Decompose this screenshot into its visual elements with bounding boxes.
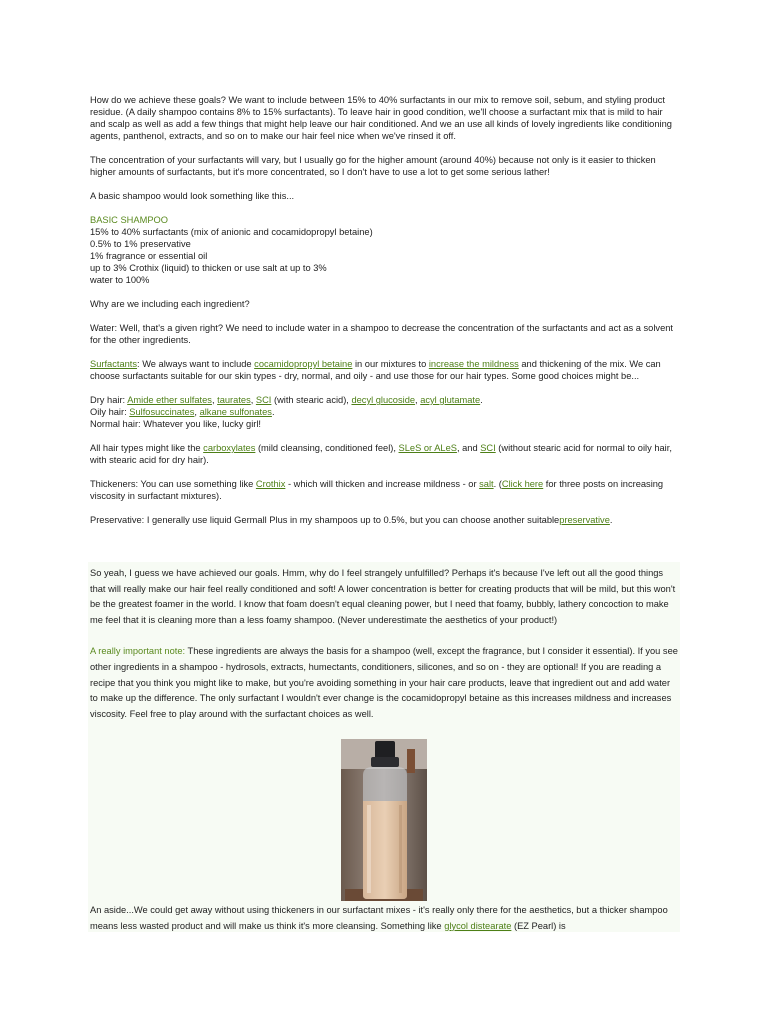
increase-mildness-link[interactable]: increase the mildness xyxy=(428,359,519,369)
recipe-line: 15% to 40% surfactants (mix of anionic and cocamidopropyl betaine) xyxy=(90,227,373,237)
click-here-link[interactable]: Click here xyxy=(501,479,544,489)
recipe-line: water to 100% xyxy=(90,275,150,285)
water-paragraph: Water: Well, that's a given right? We need to include water in a shampoo to decrease the concentration of the surfactants and act as a solvent for the other ingredients. xyxy=(90,323,673,345)
intro-paragraph: How do we achieve these goals? We want to include between 15% to 40% surfactants in our mix to remove soil, sebum, and styling product residue. (A daily shampoo contains 8% to 15% surfactants). To leave hair in good condition, we'll choose a surfactant mix that is mild to hair and scalp as well as add a few things that might help leave our hair conditioned. And we an use all kinds of lovely ingredients like conditioning agents, panthenol, extracts, and so on to make our hair feel nice when we've rinsed it off. xyxy=(90,95,672,141)
recipe-block xyxy=(90,214,680,286)
shampoo-bottle-photo xyxy=(341,739,427,901)
aside-paragraph: An aside...We could get away without using thickeners in our surfactant mixes - it's really only there for the aesthetics, but a thicker shampoo means less wasted product and will make us think it's more cleansing. Something like glycol distearate (EZ Pearl) is xyxy=(90,905,668,931)
surfactants-paragraph: Surfactants: We always want to include cocamidopropyl betaine in our mixtures to increase the mildness and thickening of the mix. We can choose surfactants suitable for our skin types - dry, normal, and oily - and use those for our hair types. Some good choices might be... xyxy=(90,359,661,381)
article-body xyxy=(90,94,680,538)
recipe-line: 0.5% to 1% preservative xyxy=(90,239,191,249)
important-note-paragraph: A really important note: These ingredients are always the basis for a shampoo (well, except the fragrance, but I consider it essential). If you see other ingredients in a shampoo - hydrosols, extracts, humectants, conditioners, silicones, and so on - they are optional! If you are reading a recipe that you think you might like to make, but you're avoiding something in your hair care products, leave that ingredient out and add water to make up the difference. The only surfactant I wouldn't ever change is the cocamidopropyl betaine as this increases mildness and increases viscosity. Feel free to play around with the surfactant choices as well. xyxy=(90,646,678,719)
acyl-glutamate-link[interactable]: acyl glutamate xyxy=(420,395,481,405)
oily-hair-line: Oily hair: Sulfosuccinates, alkane sulfonates. xyxy=(90,407,275,417)
highlighted-section xyxy=(88,562,680,932)
preservative-link[interactable]: preservative xyxy=(559,515,610,525)
why-paragraph: Why are we including each ingredient? xyxy=(90,299,250,309)
decyl-glucoside-link[interactable]: decyl glucoside xyxy=(351,395,416,405)
recipe-line: up to 3% Crothix (liquid) to thicken or use salt at up to 3% xyxy=(90,263,327,273)
salt-link[interactable]: salt xyxy=(479,479,494,489)
all-types-paragraph: All hair types might like the carboxylates (mild cleansing, conditioned feel), SLeS or ALeS, and SCI (without stearic acid for normal to oily hair, with stearic acid for dry hair). xyxy=(90,443,672,465)
preservative-paragraph: Preservative: I generally use liquid Germall Plus in my shampoos up to 0.5%, but you can choose another suitablepreservative. xyxy=(90,515,613,525)
amide-ether-sulfates-link[interactable]: Amide ether sulfates xyxy=(127,395,212,405)
sci-link-2[interactable]: SCI xyxy=(480,443,496,453)
glycol-distearate-link[interactable]: glycol distearate xyxy=(444,920,512,931)
unfulfilled-paragraph: So yeah, I guess we have achieved our goals. Hmm, why do I feel strangely unfulfilled? Perhaps it's because I've left out all the good things that will really make our hair feel really conditioned and soft! A lower concentration is better for creating products that will be mild, but this won't be the greatest foamer in the world. I know that foam doesn't equal cleaning power, but I need that foamy, bubbly, lathery concoction to make me feel that it is cleaning more than a less foamy shampoo. (Never underestimate the aesthetics of your product!) xyxy=(90,568,676,625)
sulfosuccinates-link[interactable]: Sulfosuccinates xyxy=(129,407,195,417)
taurates-link[interactable]: taurates xyxy=(217,395,251,405)
recipe-line: 1% fragrance or essential oil xyxy=(90,251,208,261)
important-note-label: A really important note: xyxy=(90,646,186,657)
cocamidopropyl-betaine-link[interactable]: cocamidopropyl betaine xyxy=(254,359,353,369)
recipe-heading: BASIC SHAMPOO xyxy=(90,215,169,225)
sles-ales-link[interactable]: SLeS or ALeS xyxy=(398,443,457,453)
basic-intro: A basic shampoo would look something like this... xyxy=(90,191,295,201)
crothix-link[interactable]: Crothix xyxy=(255,479,286,489)
normal-hair-line: Normal hair: Whatever you like, lucky girl! xyxy=(90,419,262,429)
surfactants-link[interactable]: Surfactants xyxy=(90,359,138,369)
dry-hair-line: Dry hair: Amide ether sulfates, taurates, SCI (with stearic acid), decyl glucoside, acyl glutamate. xyxy=(90,395,483,405)
carboxylates-link[interactable]: carboxylates xyxy=(203,443,256,453)
alkane-sulfonates-link[interactable]: alkane sulfonates xyxy=(199,407,272,417)
concentration-paragraph: The concentration of your surfactants will vary, but I usually go for the higher amount (around 40%) because not only is it easier to thicken higher amounts of surfactants, but it's more concentrated, so I don't have to use a lot to get some serious lather! xyxy=(90,155,656,177)
hair-types-block xyxy=(90,394,680,430)
sci-link[interactable]: SCI xyxy=(255,395,272,405)
thickeners-paragraph: Thickeners: You can use something like Crothix - which will thicken and increase mildness - or salt. (Click here for three posts on increasing viscosity in surfactant mixtures). xyxy=(90,479,664,501)
